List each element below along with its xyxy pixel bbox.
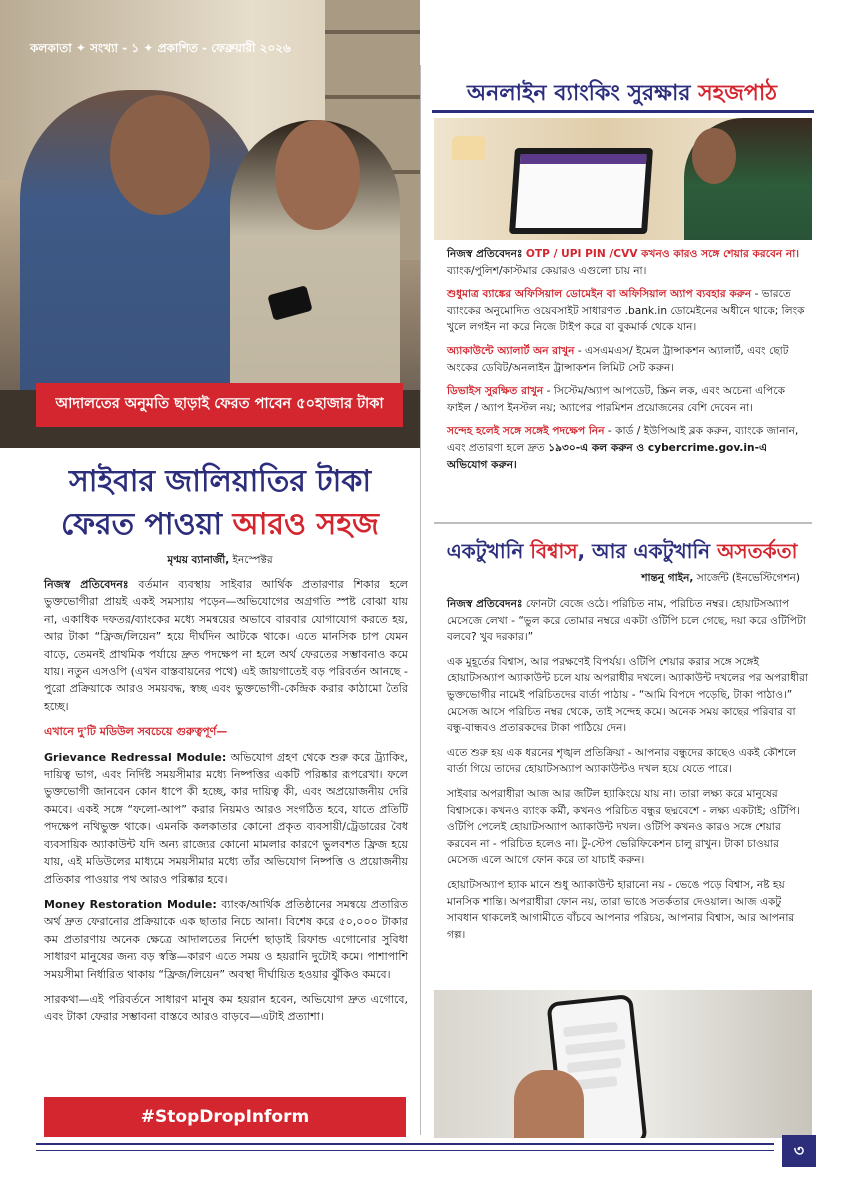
main-p1-lead: নিজস্ব প্রতিবেদনঃ (44, 578, 129, 591)
module-2 (44, 896, 408, 983)
trust-p1-lead: নিজস্ব প্রতিবেদনঃ (447, 598, 523, 610)
hero-man-head (110, 95, 210, 215)
banking-title (432, 76, 812, 113)
module-2-name: Money Restoration Module: (44, 897, 217, 911)
trust-title-a: একটুখানি (446, 539, 524, 563)
banking-p5-red: সন্দেহ হলেই সঙ্গে সঙ্গেই পদক্ষেপ নিন (447, 425, 605, 438)
chat-phone-photo (434, 990, 812, 1138)
trust-p1-text: ফোনটা বেজে ওঠে। পরিচিত নাম, পরিচিত নম্বর। হোয়াটসঅ্যাপ মেসেজে লেখা - “ভুল করে তোমার নম্বরে একটা ওটিপি চলে গেছে, দয়া করে ওটিপিটা বলবে? খুব দরকার।” (447, 598, 806, 644)
hero-woman-head (275, 120, 360, 230)
banking-p5-bold: ১৯৩০-এ কল করুন ও cybercrime.gov.in-এ অভিযোগ করুন। (447, 441, 768, 471)
laptop-photo (434, 118, 812, 240)
byline-role: ইনস্পেক্টর (232, 554, 273, 566)
banking-p5-rest: - কার্ড / ইউপিআই ব্লক করুন, ব্যাংকে জানান, এবং প্রতারণা হলে দ্রুত (447, 425, 799, 454)
trust-title-d: অসতর্কতা (717, 539, 798, 563)
module-1 (44, 749, 408, 888)
laptop-screen (509, 148, 653, 234)
footer-rule (36, 1143, 774, 1145)
trust-paragraph-4: সাইবার অপরাধীরা আজ আর জটিল হ্যাকিংয়ে যায় না। তারা লক্ষ্য করে মানুষের বিশ্বাসকে। কখনও ব্যাংক কর্মী, কখনও পরিচিত বন্ধুর ছদ্মবেশে - লক্ষ্য একটাই; ওটিপি। ওটিপি পেলেই হোয়াটসঅ্যাপ অ্যাকাউন্ট দখল। ওটিপি কখনও কারও সঙ্গে শেয়ার করবেন না - পরিচিত হলেও না। টু-স্টেপ ভেরিফিকেশন চালু রাখুন। টাকা চাওয়ার মেসেজ এলে আগে ফোন করে তা যাচাই করুন। (447, 787, 800, 867)
conclusion: সারকথা—এই পরিবর্তনে সাধারণ মানুষ কম হয়রান হবেন, অভিযোগ দ্রুত এগোবে, এবং টাকা ফেরার সম্ভাবনা বাস্তবে আরও বাড়বে—এটাই প্রত্যাশা। (44, 992, 408, 1024)
byline-name: মৃণ্ময় ব্যানার্জী, (167, 554, 230, 566)
hero-photo (0, 0, 420, 448)
trust-byline (440, 571, 800, 588)
banking-p4-rest: - সিস্টেম/অ্যাপ আপডেট, স্ক্রিন লক, এবং অচেনা এপিকে ফাইল / অ্যাপ ইনস্টল নয়; অ্যাপের পারমিশন প্রয়োজনের বেশি দেবেন না। (447, 385, 786, 414)
column-divider (420, 65, 421, 1135)
banking-tip-4 (447, 383, 811, 416)
hand (514, 1070, 584, 1138)
banking-p2-red: শুধুমাত্র ব্যাঙ্কের অফিসিয়াল ডোমেইন বা অফিসিয়াল অ্যাপ ব্যবহার করুন (447, 288, 752, 301)
trust-byline-role: সার্জেন্ট (ইনভেস্টিগেশন) (696, 572, 800, 584)
banking-p3-red: অ্যাকাউন্টে অ্যালার্ট অন রাখুন (447, 344, 575, 357)
banking-title-b: সহজপাঠ (698, 81, 777, 106)
trust-paragraph-3: এতে শুরু হয় এক ধরনের শৃঙ্খল প্রতিক্রিয়া - আপনার বন্ধুদের কাছেও একই কৌশলে বার্তা গিয়ে তাদের হোয়াটসঅ্যাপ অ্যাকাউন্টও দখল হয়ে যেতে পারে। (447, 746, 797, 776)
headline-line-2 (20, 503, 420, 546)
banking-p4-red: ডিভাইস সুরক্ষিত রাখুন (447, 385, 544, 398)
footer-rule-thin (36, 1150, 774, 1151)
laptop-person-face (692, 128, 736, 184)
banking-tip-3 (447, 343, 811, 376)
trust-byline-name: শান্তনু গাইন, (641, 572, 694, 584)
banking-article-body (447, 246, 811, 480)
headline-line-2-a: ফেরত পাওয়া (61, 507, 223, 542)
main-headline (20, 460, 420, 546)
headline-line-2-b: আরও সহজ (232, 507, 379, 542)
main-p1-text: বর্তমান ব্যবস্থায় সাইবার আর্থিক প্রতারণার শিকার হলে ভুক্তভোগীরা প্রায়ই একই সমস্যায় পড়েন—অভিযোগের অগ্রগতি স্পষ্ট বোঝা যায় না, একাধিক দফতর/ব্যাংকের মধ্যে সমন্বয়ের অভাবে বারবার যোগাযোগ করতে হয়, আর টাকা “ফ্রিজ/লিয়েন” হয়ে দীর্ঘদিন আটকে থাকে। এতে মানসিক চাপ যেমন বাড়ে, তেমনই প্রাথমিক পর্যায়ে দ্রুত পদক্ষেপ না হলে অর্থ ফেরতের সম্ভাবনাও কমে যায়। নতুন এসওপি (এখন বাস্তবায়নের পথে) এই জায়গাতেই বড় পরিবর্তন আনছে - পুরো প্রক্রিয়াকে আরও সময়বদ্ধ, স্বচ্ছ এবং ভুক্তভোগী-কেন্দ্রিক করার কাঠামো তৈরি হচ্ছে। (44, 578, 408, 713)
banking-title-a: অনলাইন ব্যাংকিং সুরক্ষার (467, 81, 691, 106)
module-2-text: ব্যাংক/আর্থিক প্রতিষ্ঠানের সমন্বয়ে প্রতারিত অর্থ দ্রুত ফেরানোর প্রক্রিয়াকে এক ছাতার নিচে আনা। বিশেষ করে ৫০,০০০ টাকার কম প্রতারণায় অনেক ক্ষেত্রে আদালতের নির্দেশ ছাড়াই রিফান্ড এগোনোর সুবিধা সাধারণ মানুষের জন্য বড় স্বস্তি—কারণ এতে সময় ও হয়রানি দুটোই কমে। পাশাপাশি সময়সীমা নির্ধারিত থাকায় “ফ্রিজ/লিয়েন” অবস্থা দীর্ঘায়িত হওয়ার ঝুঁকিও কমবে। (44, 897, 408, 981)
banking-p1-rest: ব্যাংক/পুলিশ/কাস্টমার কেয়ারও এগুলো চায় না। (447, 264, 647, 277)
main-paragraph-1 (44, 576, 408, 715)
page-number: ৩ (782, 1135, 816, 1167)
banking-p1-lead: নিজস্ব প্রতিবেদনঃ (447, 248, 523, 260)
banking-tip-5 (447, 423, 811, 473)
trust-paragraph-5: হোয়াটসঅ্যাপ হ্যাক মানে শুধু অ্যাকাউন্ট হারানো নয় - ভেঙে পড়ে বিশ্বাস, নষ্ট হয় মানসিক শান্তি। অপরাধীরা ফোন নয়, তারা ভাঙে সতর্কতার দেওয়াল। আজ একটু সাবধান থাকলেই আগামীতে বাঁচবে আপনার পরিচয়, আপনার বিশ্বাস, আর আপনার গল্প। (447, 878, 795, 941)
banking-tip-2 (447, 286, 811, 336)
module-1-text: অভিযোগ গ্রহণ থেকে শুরু করে ট্র্যাকিং, দায়িত্ব ভাগ, এবং নির্দিষ্ট সময়সীমার মধ্যে নিষ্পত্তির একটি পরিষ্কার রূপরেখা। ফলে ভুক্তভোগী জানবেন কোন ধাপে কী হচ্ছে, কার দায়িত্ব কী, এবং অপ্রয়োজনীয় দেরি কমবে। একই সঙ্গে “ফলো-আপ” করার নিয়মও আরও সংগঠিত হবে, যাতে প্রতিটি পদক্ষেপ নথিভুক্ত থাকে। এমনকি কলকাতার কোনো প্রকৃত ব্যবসায়ী/ট্রেডারের বৈধ ব্যবসায়িক অ্যাকাউন্ট যদি অন্য রাজ্যের কোনো মামলার কারণে ভুলবশত ফ্রিজ হয়ে যায়, এই মডিউলের মাধ্যমে সময়সীমার মধ্যে তাঁর অভিযোগ নিষ্পত্তি ও প্রয়োজনীয় প্রতিকার পাওয়ার পথ আরও পরিষ্কার হবে। (44, 750, 408, 886)
banking-p3-rest: - এসএমএস/ ইমেল ট্রান্সাকশন অ্যালার্ট, এবং ছোট অংকের ডেবিট/অনলাইন ট্রান্সাকশন লিমিট সেট করুন। (447, 344, 789, 374)
main-byline (40, 553, 400, 570)
banking-tip-1 (447, 246, 811, 279)
trust-title (432, 537, 812, 570)
hero-banner: আদালতের অনুমতি ছাড়াই ফেরত পাবেন ৫০হাজার টাকা (36, 383, 403, 427)
lamp (452, 136, 486, 160)
modules-heading: এখানে দু'টি মডিউল সবচেয়ে গুরুত্বপূর্ণ— (44, 725, 228, 739)
trust-title-c: , আর একটুখানি (577, 539, 711, 563)
trust-paragraph-1 (447, 596, 811, 646)
banking-title-rule (432, 110, 814, 113)
banking-p1-red: OTP / UPI PIN /CVV কখনও কারও সঙ্গে শেয়ার করবেন না। (525, 248, 800, 260)
main-article-body (44, 576, 408, 1034)
hashtag-banner: #StopDropInform (44, 1097, 406, 1137)
trust-title-b: বিশ্বাস (530, 539, 578, 563)
banking-p2-rest: - ভারতে ব্যাংকের অনুমোদিত ওয়েবসাইট সাধারণত .bank.in ডোমেইনের অধীনে থাকে; লিংক খুলে লগইন না করে নিজে টাইপ করে বা বুকমার্ক থেকে যান। (447, 288, 805, 334)
section-divider (434, 522, 812, 524)
masthead: কলকাতা ✦ সংখ্যা - ১ ✦ প্রকাশিত - ফেব্রুয়ারী ২০২৬ (30, 41, 291, 55)
module-1-name: Grievance Redressal Module: (44, 750, 227, 764)
trust-paragraph-2: এক মুহূর্তের বিশ্বাস, আর পরক্ষণেই বিপর্যয়। ওটিপি শেয়ার করার সঙ্গে সঙ্গেই হোয়াটসঅ্যাপ অ্যাকাউন্ট চলে যায় অপরাধীর দখলে। অ্যাকাউন্ট দখলের পর অপরাধীরা ভুক্তভোগীর নামেই পরিচিতদের বার্তা পাঠায় - “আমি বিপদে পড়েছি, টাকা পাঠাও।” মেসেজ আসে পরিচিত নম্বর থেকে, তাই সন্দেহ কমে। অনেক সময় কাছের পরিবার বা বন্ধু-বান্ধবও প্রতারকদের টাকা পাঠিয়ে দেন। (447, 655, 809, 735)
trust-article-body (447, 596, 811, 951)
headline-line-1: সাইবার জালিয়াতির টাকা (68, 464, 372, 499)
